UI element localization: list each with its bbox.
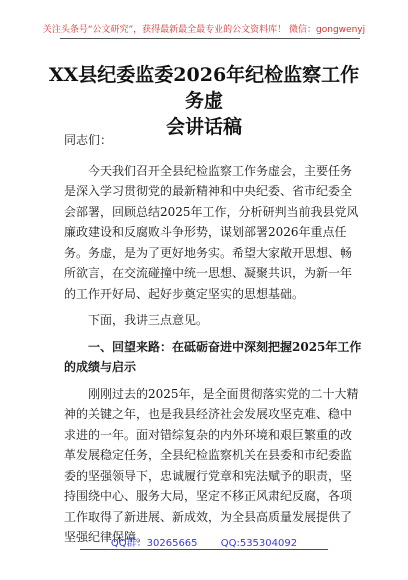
title-line-2: 会讲话稿 [165,116,242,138]
document-body [64,130,362,548]
paragraph-outline: 下面，我讲三点意见。 [88,313,209,327]
document-title [40,62,368,140]
header-banner: 关注头条号“公文研究”，获得最新最全最专业的公文资料库！ 微信：gongwenyj [42,25,366,35]
salutation: 同志们： [64,133,113,147]
header-divider [60,38,360,39]
paragraph-intro: 今天我们召开全县纪检监察工作务虚会，主要任务是深入学习贯彻党的最新精神和中央纪委、省市纪委全会部署，回顾总结2025年工作，分析研判当前我县党风廉政建设和反腐败斗争形势，谋划部署2026年重点任务。务虚，是为了更好地务实。希望大家敞开思想、畅所欲言，在交流碰撞中统一思想、凝聚共识，为新一年的工作开好局、起好步奠定坚实的思想基础。 [64,163,359,301]
paragraph-review: 刚刚过去的2025年，是全面贯彻落实党的二十大精神的关键之年，也是我县经济社会发展攻坚克难、稳中求进的一年。面对错综复杂的内外环境和艰巨繁重的改革发展稳定任务，全县纪检监察机关在县委和市纪委监委的坚强领导下，忠诚履行党章和宪法赋予的职责，坚持围绕中心、服务大局，坚定不移正风肃纪反腐，各项工作取得了新进展、新成效，为全县高质量发展提供了坚强纪律保障。 [64,386,359,544]
section-heading-1: 一、回望来路：在砥砺奋进中深刻把握2025年工作的成绩与启示 [64,339,362,374]
title-line-1: XX县纪委监委2026年纪检监察工作务虚 [48,64,360,112]
footer-divider [80,549,328,550]
footer-qq-group: QQ群：30265665 [110,538,198,549]
footer-qq-number: QQ:535304092 [220,538,298,549]
footer-contacts [0,534,408,549]
